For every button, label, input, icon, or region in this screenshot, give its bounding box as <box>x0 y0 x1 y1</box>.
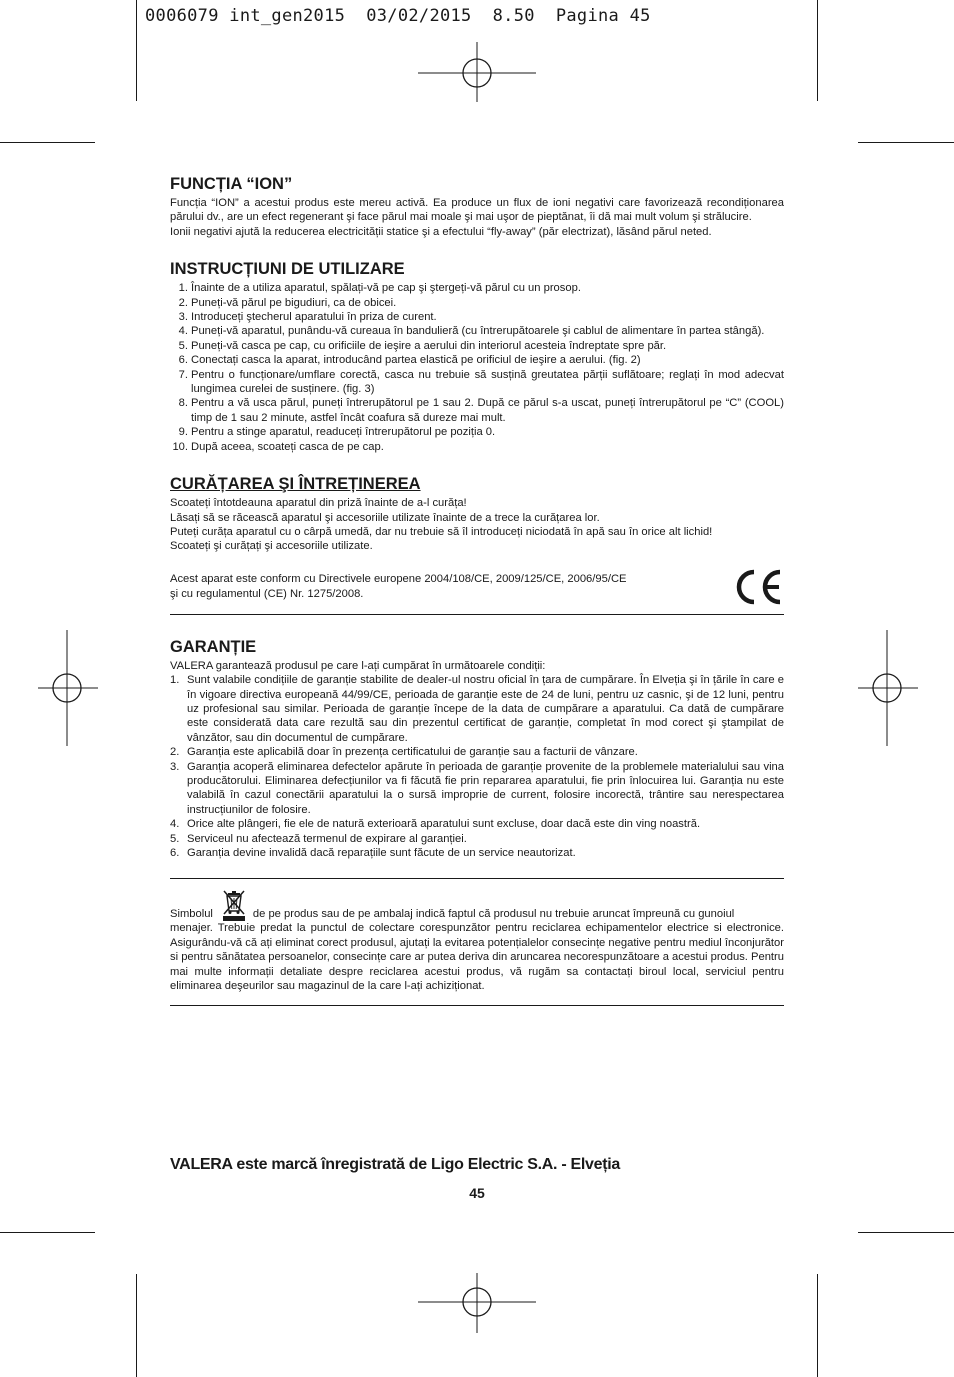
page-content <box>170 174 784 1006</box>
instruction-item <box>170 324 784 338</box>
ce-mark-icon <box>734 568 784 606</box>
warranty-item <box>170 673 784 745</box>
instruction-item <box>170 425 784 439</box>
item-text: Orice alte plângeri, fie ele de natură exterioară aparatului sunt excluse, doar dacă este din ving noastră. <box>187 818 701 831</box>
warranty-item <box>170 760 784 818</box>
item-text: Puneți-vă aparatul, punându-vă cureaua în bandulieră (cu întrerupătoarele şi cablul de alimentare în partea stângă). <box>191 325 765 338</box>
item-text: Puneți-vă casca pe cap, cu orificiile de ieşire a aerului din interiorul acesteia îndreptate spre păr. <box>191 339 667 352</box>
crop-mark <box>858 1232 954 1233</box>
crop-mark <box>0 1232 95 1233</box>
registration-mark-icon <box>418 1273 536 1333</box>
warranty-item <box>170 832 784 846</box>
crop-mark <box>136 1274 137 1377</box>
item-number: 1. <box>178 282 188 295</box>
item-number: 5. <box>178 339 188 352</box>
cleaning-line: Scoateți şi curățați şi accesoriile utilizate. <box>170 540 373 553</box>
item-number: 3. <box>178 311 188 324</box>
warranty-heading: GARANȚIE <box>170 637 257 656</box>
item-text: Introduceți ştecherul aparatului în priza de curent. <box>191 311 437 324</box>
conformity-line: Acest aparat este conform cu Directivele europene 2004/108/CE, 2009/125/CE, 2006/95/CE <box>170 573 627 586</box>
print-slug: 0006079 int_gen2015 03/02/2015 8.50 Pagina 45 <box>145 6 651 26</box>
item-text: Sunt valabile condițiile de garanție stabilite de dealer-ul nostru oficial în țara de cumpărare. În Elveția şi în țările în care e în vigoare directiva europeană 44/99/CE, perioada de garanție este de 24 de luni, pentru uz casnic, şi de 12 luni, pentru uz profesional sau similar. Perioada de garanție începe de la data de cumpărare a aparatului. Ca dată de cumpărare este considerată data care rezultă sau din prezentul certificat de garanție, completat în mod corect şi ştampilat de vânzător, sau din documentul de cumpărare. <box>187 674 784 744</box>
instruction-item <box>170 296 784 310</box>
instructions-list <box>170 281 784 454</box>
cleaning-section <box>170 474 784 615</box>
cleaning-line: Scoateți întotdeauna aparatul din priză înainte de a-l curăța! <box>170 497 467 510</box>
item-number: 10. <box>172 440 188 453</box>
ion-paragraph: Funcția “ION” a acestui produs este mereu activă. Ea produce un flux de ioni negativi care favorizează recondiționarea părului dv., are un efect regenerant şi face părul mai moale şi mai uşor de pieptănat, îi dă mai mult volum şi strălucire. <box>170 197 784 224</box>
warranty-section <box>170 637 784 861</box>
item-text: Pentru o funcționare/umflare corectă, casca nu trebuie să susțină greutatea părții suflătoare; reglați în mod adecvat lungimea curelei de susținere. (fig. 3) <box>191 368 784 396</box>
instruction-item <box>170 281 784 295</box>
weee-first-line <box>170 887 784 921</box>
crop-mark <box>858 142 954 143</box>
warranty-item <box>170 846 784 860</box>
weee-text: menajer. Trebuie predat la punctul de colectare corespunzător pentru reciclarea echipamentelor electrice si electronice. Asigurându-vă că ați eliminat corect produsul, ajutați la evitarea potențialelor consecințe negative pentru mediul înconjurător si pentru sănătatea persoanelor, consecințe care ar putea deriva din aruncarea necorespunzătoare a acestui produs. Pentru mai multe informații detaliate despre reciclarea acestui produs, vă rugăm sa contactați biroul local, serviciul pentru eliminarea deşeurilor sau magazinul de la care l-ați achiziționat. <box>170 922 784 993</box>
item-number: 7. <box>178 368 188 381</box>
instructions-section <box>170 259 784 454</box>
registration-mark-icon <box>418 42 536 102</box>
crop-mark <box>0 142 95 143</box>
item-text: Conectați casca la aparat, introducând partea elastică pe orificiul de ieşire a aerului. (fig. 2) <box>191 354 641 367</box>
item-number: 6. <box>170 847 180 859</box>
item-number: 1. <box>170 674 180 687</box>
crop-mark <box>817 0 818 101</box>
ion-heading: FUNCȚIA “ION” <box>170 175 293 193</box>
crop-mark <box>817 1274 818 1377</box>
warranty-list <box>170 673 784 860</box>
item-text: Garanția devine invalidă dacă reparațiile sunt făcute de un service neautorizat. <box>187 847 576 859</box>
item-text: Serviceul nu afectează termenul de expirare al garanției. <box>187 832 467 845</box>
item-number: 4. <box>170 818 180 831</box>
item-number: 4. <box>178 325 188 338</box>
item-text: Garanția este aplicabilă doar în prezența certificatului de garanție sau a facturii de vânzare. <box>187 746 638 759</box>
weee-text: de pe produs sau de pe ambalaj indică faptul că produsul nu trebuie aruncat împreună cu gunoiul <box>252 908 735 920</box>
crop-mark <box>136 0 137 101</box>
item-number: 8. <box>178 397 188 410</box>
item-text: Puneți-vă părul pe bigudiuri, ca de obicei. <box>191 296 397 309</box>
brand-line: VALERA este marcă înregistrată de Ligo Electric S.A. - Elveția <box>170 1156 621 1173</box>
item-text: Pentru a vă usca părul, puneți întrerupătorul pe 1 sau 2. După ce părul s-a uscat, puneți întrerupătorul pe “C” (COOL) timp de 1 sau 2 minute, astfel încât coafura să dureze mai mult. <box>191 397 784 424</box>
item-number: 2. <box>178 296 188 309</box>
registration-mark-icon <box>858 630 918 746</box>
item-number: 5. <box>170 832 180 845</box>
item-number: 9. <box>178 426 188 439</box>
item-number: 2. <box>170 746 180 759</box>
conformity-text <box>170 572 626 601</box>
conformity-block <box>170 568 784 615</box>
item-text: Pentru a stinge aparatul, readuceți întrerupătorul pe poziția 0. <box>191 426 496 439</box>
instruction-item <box>170 440 784 454</box>
instruction-item <box>170 339 784 353</box>
registration-mark-icon <box>38 630 98 746</box>
warranty-item <box>170 817 784 831</box>
item-number: 6. <box>178 354 188 367</box>
page-number: 45 <box>469 1185 485 1201</box>
crossed-bin-icon <box>219 887 249 921</box>
instructions-heading: INSTRUCȚIUNI DE UTILIZARE <box>170 260 405 279</box>
cleaning-line: Lăsați să se răcească aparatul şi accesoriile utilizate înainte de a trece la curățarea lor. <box>170 511 600 524</box>
warranty-intro: VALERA garantează produsul pe care l-ați cumpărat în următoarele condiții: <box>170 659 546 672</box>
instruction-item <box>170 396 784 425</box>
weee-label: Simbolul <box>170 908 213 920</box>
ion-paragraph: Ionii negativi ajută la reducerea electricității statice şi a efectului “fly-away” (păr electrizat), lăsând părul neted. <box>170 225 712 238</box>
weee-notice <box>170 878 784 1006</box>
ion-section <box>170 174 784 239</box>
instruction-item <box>170 310 784 324</box>
item-text: Înainte de a utiliza aparatul, spălați-vă pe cap şi ştergeți-vă părul cu un prosop. <box>191 282 581 295</box>
cleaning-heading: CURĂȚAREA ŞI ÎNTREȚINEREA <box>170 475 421 494</box>
item-text: Garanția acoperă eliminarea defectelor apărute în perioada de garanție provenite de la problemele materialului sau vina producătorului. Eliminarea defecțiunilor va fi făcută fie prin repararea aparatului, fie prin înlocuirea lui. Garanția nu este valabilă în cazul conectării aparatului la o sursă improprie de current, folosire incorectă, trântire sau nerespectarea instrucțiunilor de folosire. <box>187 760 784 816</box>
conformity-line: şi cu regulamentul (CE) Nr. 1275/2008. <box>170 587 364 600</box>
item-text: După aceea, scoateți casca de pe cap. <box>191 440 384 453</box>
cleaning-line: Puteți curăța aparatul cu o cârpă umedă, dar nu trebuie să îl introduceți niciodată în apă sau în orice alt lichid! <box>170 525 713 538</box>
item-number: 3. <box>170 760 180 773</box>
instruction-item <box>170 353 784 367</box>
instruction-item <box>170 368 784 397</box>
warranty-item <box>170 745 784 759</box>
